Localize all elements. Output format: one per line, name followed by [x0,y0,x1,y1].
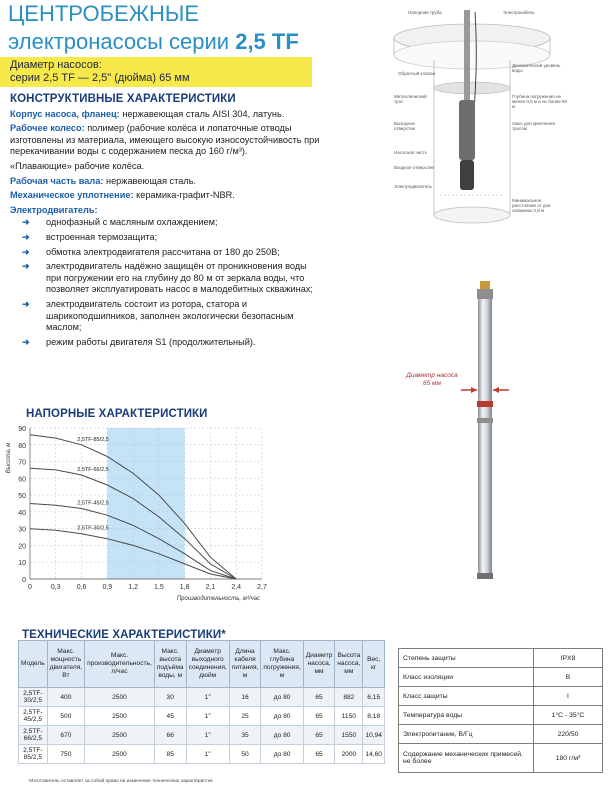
motor-item-text: электродвигатель надёжно защищён от проникновения воды при погружении его на глубину до 80 м от зеркала воды, что позволяет эксплуатировать насос в малодебитных скважинах; [46,261,313,295]
chart-x-tick-label: 1,2 [128,584,138,591]
table-cell: 45 [154,707,186,726]
table-cell: 16 [229,688,261,707]
subtitle-model: 2,5 TF [235,29,299,54]
chart-x-tick-label: 1,8 [179,584,190,591]
chart-x-tick-label: 2,1 [205,584,216,591]
param-row [399,725,603,744]
table-cell: 65 [303,745,334,764]
param-value: I [534,687,603,706]
param-label: Степень защиты [399,649,534,668]
impeller-value: полимер (рабочие колёса и лопаточные отводы изготовлены из материала, имеющего высокую износоустойчивость при перекачивании воды с содержанием песка до 160 г/м³). [10,123,320,157]
label-immersion-depth: Глубина погружения не менее 0,5 м и не более 80 м [512,94,568,109]
table-cell: 1" [186,707,229,726]
chart-series-label: 2,5TF-45/2,5 [77,500,109,507]
table-cell: 882 [335,688,363,707]
shaft-value: нержавеющая сталь. [106,175,197,186]
shaft-label: Рабочая часть вала: [10,175,104,186]
chart-y-tick-label: 20 [18,543,26,551]
chart-y-label: Высота, м [6,442,12,474]
param-row [399,668,603,687]
table-cell: 1550 [335,726,363,745]
label-power-cable: Электрокабель [503,10,535,15]
table-cell: 1" [186,745,229,764]
footnote: *Изготовитель оставляет за собой право на изменение технических характеристик [28,779,213,784]
chart-x-label: Производительность, м³/час [176,596,260,602]
motor-item-text: обмотка электродвигателя рассчитана от 180 до 250В; [46,246,280,257]
tech-heading: ТЕХНИЧЕСКИЕ ХАРАКТЕРИСТИКИ* [22,629,226,641]
label-check-valve: Обратный клапан [398,71,436,76]
design-section [10,94,320,351]
table-cell: 85 [154,745,186,764]
table-cell: 1" [186,688,229,707]
arrow-icon: ➜ [22,231,30,242]
label-lug: Ушко для крепления тросом [512,121,555,131]
diameter-line1: Диаметр насосов: [10,59,102,71]
col-header: Высота насоса, мм [335,641,363,688]
col-header: Диаметр выходного соединения, дюйм [186,641,229,688]
table-cell: 400 [47,688,84,707]
table-cell: 2500 [85,688,155,707]
chart-y-tick-label: 60 [18,476,26,484]
seal-spec [10,190,320,202]
well-diagram [360,0,610,240]
chart-y-tick-label: 80 [18,442,26,450]
table-cell: 2500 [85,707,155,726]
table-cell: 750 [47,745,84,764]
seal-label: Механическое уплотнение: [10,190,134,201]
chart-x-tick-label: 0,6 [76,584,87,591]
param-label: Электропитание, В/Гц [399,725,534,744]
page-title: ЦЕНТРОБЕЖНЫЕ [8,1,200,26]
motor-item [10,232,320,244]
chart-highlight-band [107,428,184,579]
chart-x-tick-label: 1,5 [154,584,164,591]
param-value: IPX8 [534,649,603,668]
housing-spec [10,109,320,121]
table-cell: 2500 [85,745,155,764]
table-cell: 500 [47,707,84,726]
param-row [399,706,603,725]
arrow-icon: ➜ [22,246,30,257]
param-label: Содержание механических примесей, не более [399,744,534,773]
shaft-spec [10,176,320,188]
table-cell: 2,5TF-85/2,5 [19,745,48,764]
label-pressure-pipe: Напорная труба [408,10,442,15]
impeller-spec [10,123,320,158]
design-heading: КОНСТРУКТИВНЫЕ ХАРАКТЕРИСТИКИ [10,93,236,105]
chart-x-origin-label: 0 [28,584,32,591]
tech-header-row [19,641,385,688]
table-cell: 30 [154,688,186,707]
table-row [19,726,385,745]
motor-item [10,337,320,349]
table-cell: 65 [303,707,334,726]
table-row [19,707,385,726]
param-value: 1°C - 35°C [534,706,603,725]
table-cell: 50 [229,745,261,764]
floating-spec: «Плавающие» рабочие колёса. [10,160,145,171]
motor-item [10,217,320,229]
pump-image [455,275,515,585]
chart-series-label: 2,5TF-30/2,5 [77,525,109,532]
motor-item [10,299,320,334]
table-cell: 2,5TF-45/2,5 [19,707,48,726]
param-value: B [534,668,603,687]
chart-x-tick-label: 2,4 [231,584,242,591]
head-chart [0,418,300,613]
chart-x-tick-label: 2,7 [257,584,267,591]
table-row [19,745,385,764]
arrow-icon: ➜ [22,261,30,272]
label-dynamic-level: Динамический уровень воды [512,63,561,73]
param-row [399,744,603,773]
param-label: Температура воды [399,706,534,725]
page-subtitle [8,30,299,54]
chart-title: НАПОРНЫЕ ХАРАКТЕРИСТИКИ [26,408,208,420]
param-row [399,649,603,668]
housing-label: Корпус насоса, фланец: [10,108,120,119]
arrow-icon: ➜ [22,298,30,309]
chart-x-tick-label: 0,9 [102,584,113,591]
diameter-banner [0,57,312,87]
table-cell: 6,15 [363,688,385,707]
chart-y-tick-label: 40 [18,509,26,517]
table-cell: 25 [229,707,261,726]
seal-value: керамика-графит-NBR. [136,190,235,201]
chart-series-label: 2,5TF-85/2,5 [77,436,109,443]
pump-diameter-caption [402,372,462,388]
table-cell: 2500 [85,726,155,745]
table-cell: 2000 [335,745,363,764]
arrow-icon: ➜ [22,217,30,228]
motor-label: Электродвигатель: [10,204,98,215]
table-cell: 8,18 [363,707,385,726]
table-cell: 10,94 [363,726,385,745]
col-header: Вес, кг [363,641,385,688]
chart-y-tick-label: 90 [18,426,26,433]
chart-x-tick-label: 0,3 [50,584,61,591]
label-inlet-hole: Входное отверстие [394,165,435,170]
table-row [19,688,385,707]
pump-caption-line1: Диаметр насоса [406,372,458,379]
col-header: Макс. производительность, л/час [85,641,155,688]
col-header: Макс. высота подъёма воды, м [154,641,186,688]
table-cell: 2,5TF-30/2,5 [19,688,48,707]
label-motor: Электродвигатель [394,184,433,189]
motor-item-text: электродвигатель состоит из ротора, статора и шарикоподшипников, заполнен экологически безопасным маслом; [46,298,294,333]
tech-table [18,640,385,764]
table-cell: 1150 [335,707,363,726]
subtitle-prefix: электронасосы серии [8,29,230,54]
housing-value: нержавеющая сталь AISI 304, латунь. [122,108,285,119]
table-cell: до 80 [261,745,303,764]
table-cell: до 80 [261,688,303,707]
col-header: Длина кабеля питания, м [229,641,261,688]
table-cell: 1" [186,726,229,745]
param-label: Класс защиты [399,687,534,706]
table-cell: 66 [154,726,186,745]
col-header: Модель [19,641,48,688]
col-header: Макс. глубина погружения, м [261,641,303,688]
table-cell: 670 [47,726,84,745]
motor-item [10,261,320,296]
diameter-line2: серии 2,5 TF — 2,5" (дюйма) 65 мм [10,72,190,84]
param-value: 180 г/м³ [534,744,603,773]
table-cell: до 80 [261,726,303,745]
chart-y-tick-label: 30 [18,526,26,534]
col-header: Диаметр насоса, мм [303,641,334,688]
param-row [399,687,603,706]
table-cell: 65 [303,726,334,745]
chart-y-tick-label: 10 [18,560,26,568]
chart-y-tick-label: 70 [18,459,26,467]
col-header: Макс. мощность двигателя, Вт [47,641,84,688]
label-min-distance: Минимальное расстояние от дна скважины 0,8 м [512,198,551,213]
table-cell: 35 [229,726,261,745]
chart-series-label: 2,5TF-66/2,5 [77,466,109,473]
chart-y-tick-label: 0 [22,577,26,584]
label-metal-cable: Металлический трос [394,94,427,104]
table-cell: до 80 [261,707,303,726]
pump-caption-line2: 65 мм [423,380,441,387]
arrow-icon: ➜ [22,336,30,347]
motor-item [10,247,320,259]
motor-item-text: однофазный с масляным охлаждением; [46,217,218,228]
motor-item-text: режим работы двигателя S1 (продолжительный). [46,336,256,347]
params-table [398,648,603,773]
table-cell: 2,5TF-66/2,5 [19,726,48,745]
label-pump-part: Насосная часть [394,150,427,155]
chart-y-tick-label: 50 [18,493,26,501]
label-drain-hole: Выходное отверстие [394,121,416,131]
param-value: 220/50 [534,725,603,744]
impeller-label: Рабочее колесо: [10,123,85,134]
motor-item-text: встроенная термозащита; [46,231,158,242]
motor-spec [10,205,320,217]
table-cell: 14,60 [363,745,385,764]
table-cell: 65 [303,688,334,707]
param-label: Класс изоляции [399,668,534,687]
